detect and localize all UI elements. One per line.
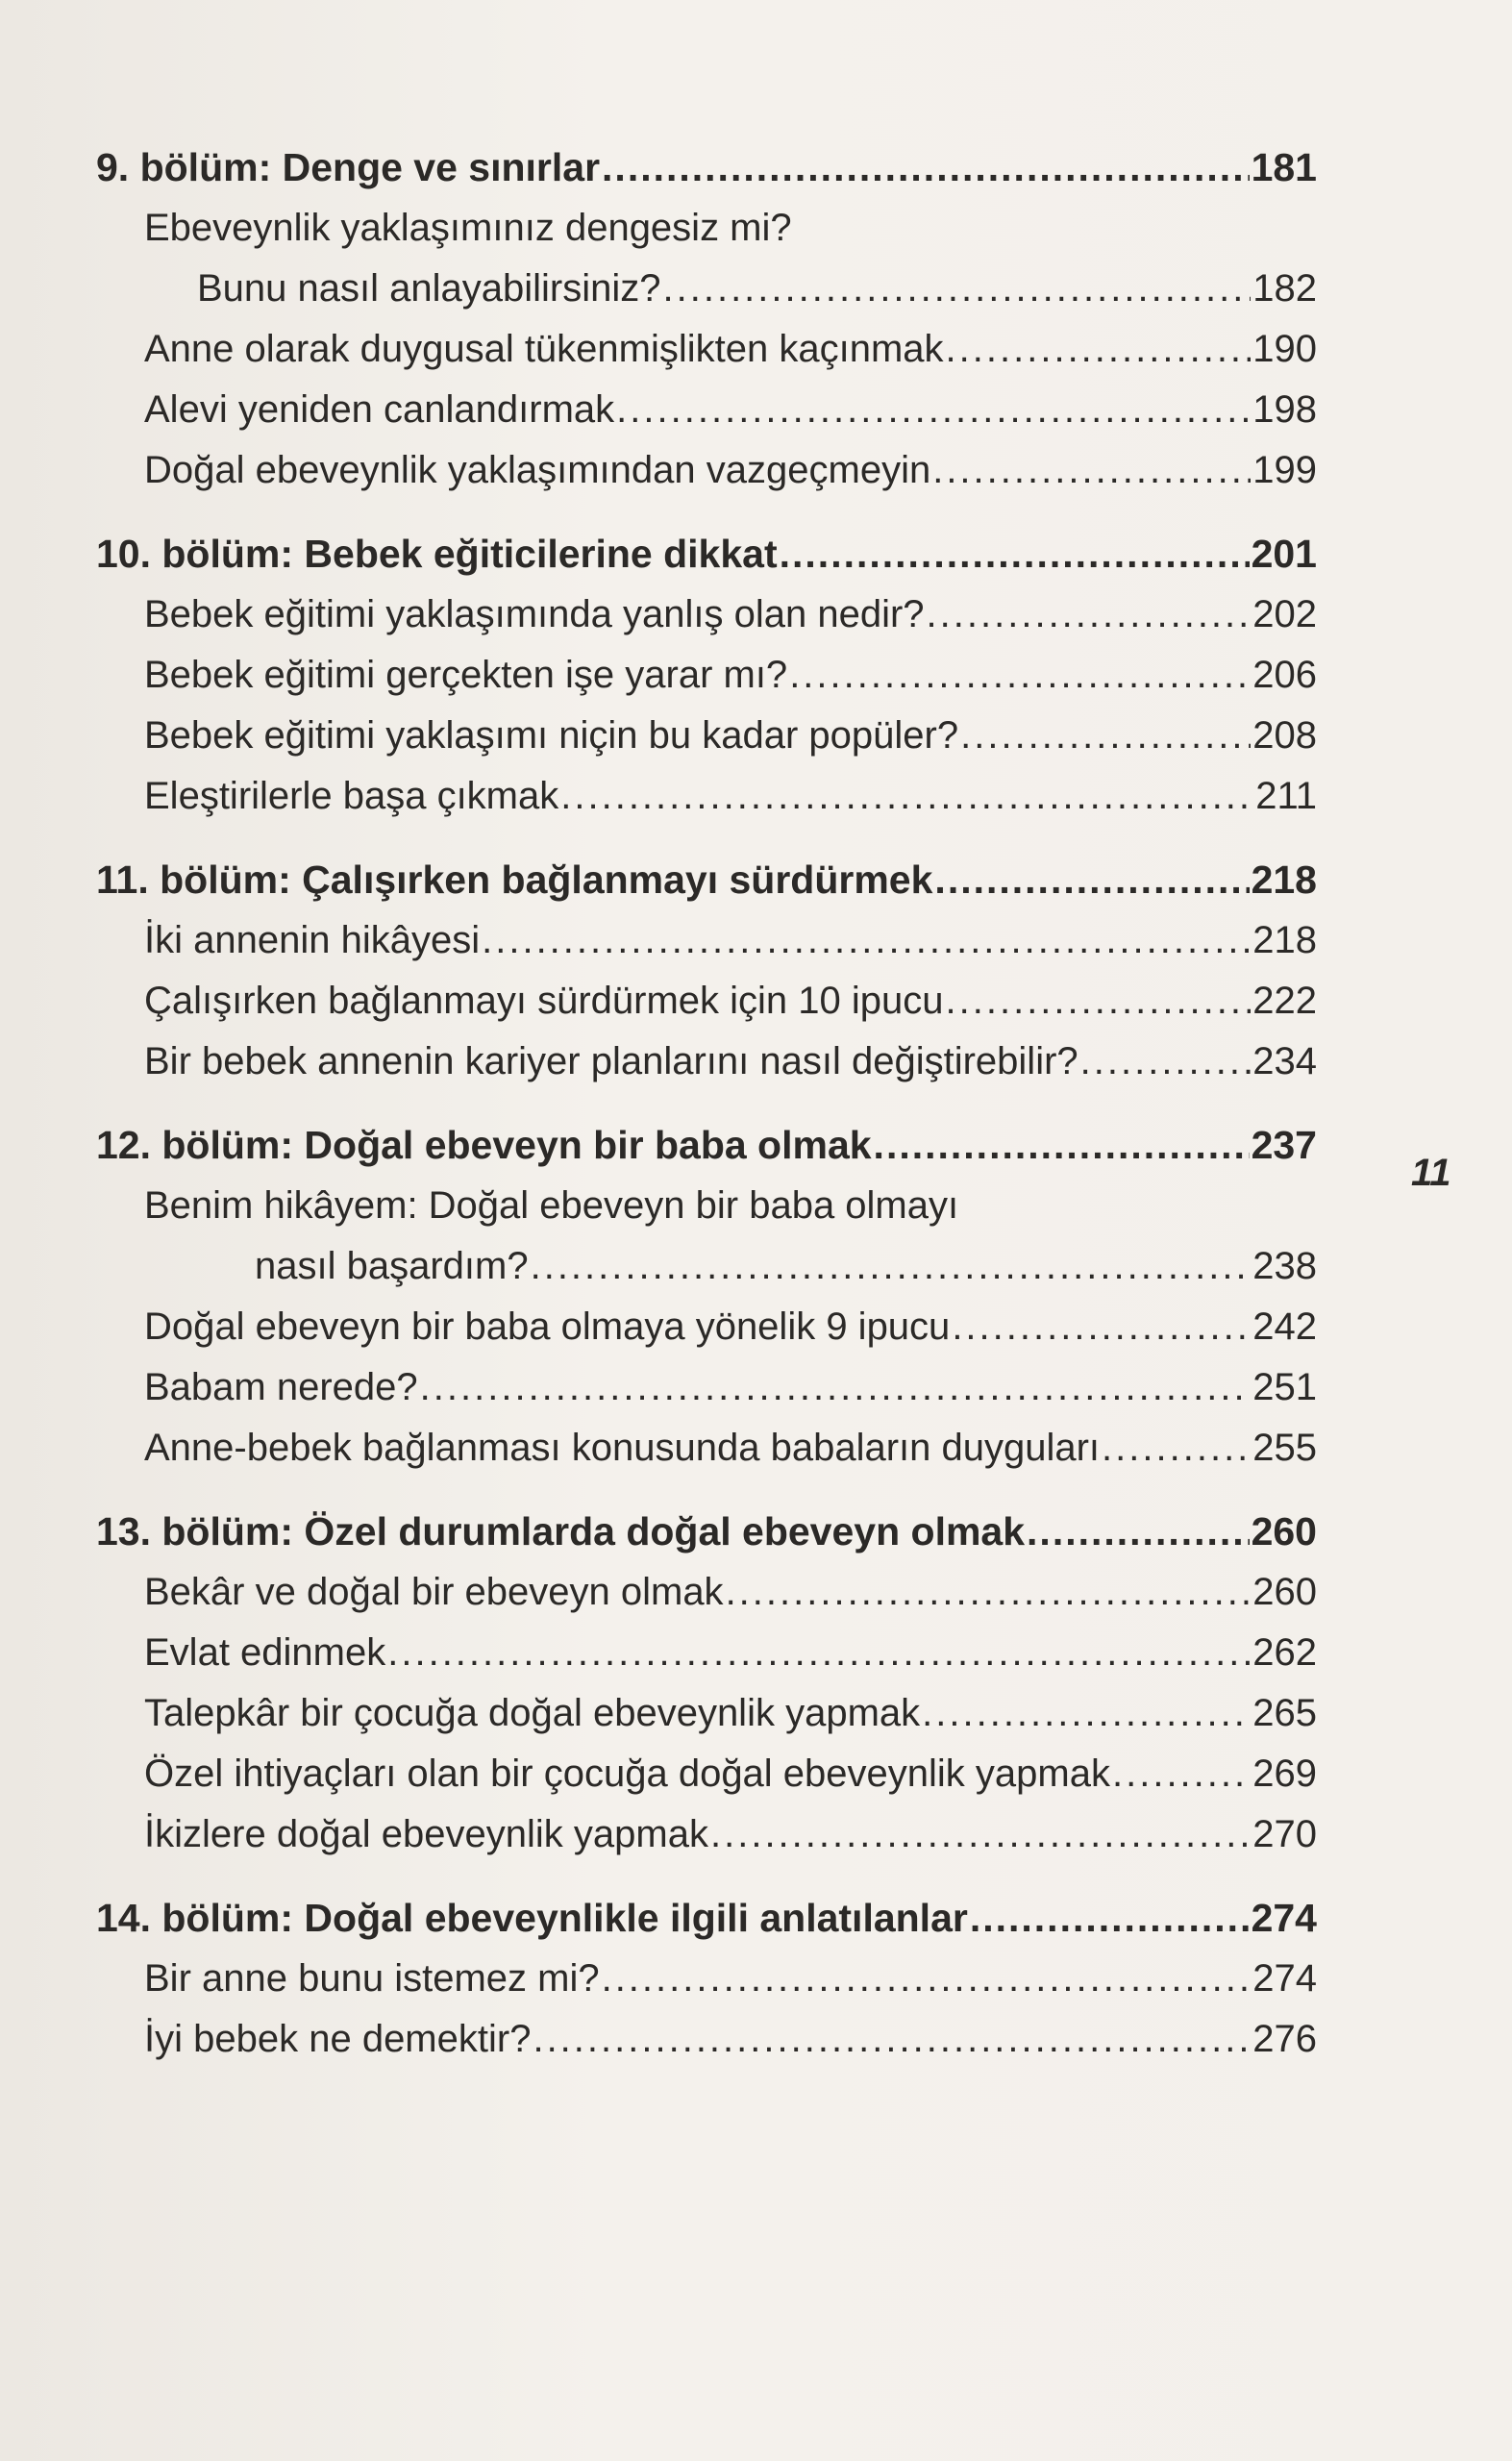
toc-entry [96, 1562, 1317, 1623]
leader-dots [1027, 1501, 1250, 1562]
entry-page: 222 [1252, 980, 1317, 1022]
toc-entry [96, 1236, 1317, 1297]
leader-dots [560, 766, 1253, 827]
leader-dots [482, 910, 1251, 971]
entry-title: Talepkâr bir çocuğa doğal ebeveynlik yapmak [144, 1692, 921, 1734]
chapter-title-line [96, 1501, 1317, 1562]
toc-entry [96, 645, 1317, 706]
leader-dots [946, 971, 1252, 1032]
entry-page: 260 [1252, 1571, 1317, 1613]
entry-title: İkizlere doğal ebeveynlik yapmak [144, 1813, 708, 1855]
entry-title: Bunu nasıl anlayabilirsiniz? [197, 267, 661, 310]
leader-dots [970, 1887, 1250, 1949]
entry-title: Evlat edinmek [144, 1631, 386, 1674]
toc-entry [96, 1418, 1317, 1479]
toc-entry [96, 584, 1317, 645]
entry-title: Anne olarak duygusal tükenmişlikten kaçınmak [144, 328, 944, 370]
entry-title: Babam nerede? [144, 1366, 418, 1408]
entry-title: Bekâr ve doğal bir ebeveyn olmak [144, 1571, 724, 1613]
toc-entry-first-line [96, 198, 1317, 259]
leader-dots [780, 523, 1250, 584]
entry-page: 211 [1255, 775, 1317, 817]
chapter-page: 201 [1251, 532, 1317, 576]
entry-page: 202 [1252, 593, 1317, 635]
entry-page: 198 [1252, 388, 1317, 431]
toc-entry [96, 1744, 1317, 1804]
entry-title: Anne-bebek bağlanması konusunda babaların duyguları [144, 1427, 1101, 1469]
toc-entry [96, 1804, 1317, 1865]
chapter-title-line [96, 849, 1317, 910]
toc-entry [96, 1683, 1317, 1744]
leader-dots [1102, 1418, 1251, 1479]
entry-title: Alevi yeniden canlandırmak [144, 388, 615, 431]
leader-dots [420, 1357, 1252, 1418]
entry-title: İyi bebek ne demektir? [144, 2018, 532, 2060]
entry-title: Eleştirilerle başa çıkmak [144, 775, 559, 817]
leader-dots [602, 1949, 1252, 2009]
chapter-title: 12. bölüm: Doğal ebeveyn bir baba olmak [96, 1123, 872, 1167]
chapter-title: 14. bölüm: Doğal ebeveynlikle ilgili anlatılanlar [96, 1896, 968, 1940]
chapter-page: 274 [1251, 1896, 1317, 1940]
entry-title: Bebek eğitimi yaklaşımı niçin bu kadar popüler? [144, 714, 959, 757]
entry-page: 218 [1252, 919, 1317, 961]
entry-page: 270 [1252, 1813, 1317, 1855]
chapter-page: 237 [1251, 1123, 1317, 1167]
leader-dots [602, 137, 1250, 198]
entry-page: 206 [1252, 654, 1317, 696]
entry-title: Çalışırken bağlanmayı sürdürmek için 10 ipucu [144, 980, 944, 1022]
chapter-page: 181 [1251, 145, 1317, 189]
toc-entry [96, 440, 1317, 501]
entry-page: 242 [1252, 1305, 1317, 1348]
entry-page: 262 [1252, 1631, 1317, 1674]
leader-dots [927, 584, 1252, 645]
leader-dots [789, 645, 1251, 706]
leader-dots [710, 1804, 1251, 1865]
toc-entry [96, 766, 1317, 827]
entry-title: İki annenin hikâyesi [144, 919, 481, 961]
table-of-contents [96, 137, 1317, 2070]
toc-entry [96, 706, 1317, 766]
chapter-title-line [96, 1114, 1317, 1176]
toc-entry [96, 1297, 1317, 1357]
entry-title: Bebek eğitimi yaklaşımında yanlış olan nedir? [144, 593, 925, 635]
entry-title: Bir anne bunu istemez mi? [144, 1957, 600, 2000]
chapter-title: 11. bölüm: Çalışırken bağlanmayı sürdürmek [96, 858, 933, 902]
entry-page: 199 [1252, 449, 1317, 491]
toc-entry [96, 259, 1317, 319]
chapter-title-line [96, 523, 1317, 584]
entry-page: 190 [1252, 328, 1317, 370]
entry-page: 255 [1252, 1427, 1317, 1469]
leader-dots [663, 259, 1252, 319]
entry-title: Doğal ebeveynlik yaklaşımından vazgeçmeyin [144, 449, 931, 491]
leader-dots [946, 319, 1252, 380]
leader-dots [922, 1683, 1251, 1744]
leader-dots [952, 1297, 1251, 1357]
chapter-12 [96, 1114, 1317, 1479]
chapter-title: 9. bölüm: Denge ve sınırlar [96, 145, 601, 189]
leader-dots [874, 1114, 1250, 1176]
leader-dots [934, 849, 1249, 910]
toc-entry [96, 1357, 1317, 1418]
entry-title-first: Benim hikâyem: Doğal ebeveyn bir baba olmayı [144, 1184, 959, 1227]
toc-entry [96, 2009, 1317, 2070]
chapter-10 [96, 523, 1317, 827]
toc-entry [96, 380, 1317, 440]
entry-title: Bebek eğitimi gerçekten işe yarar mı? [144, 654, 788, 696]
entry-title: Doğal ebeveyn bir baba olmaya yönelik 9 ipucu [144, 1305, 951, 1348]
leader-dots [616, 380, 1251, 440]
leader-dots [726, 1562, 1252, 1623]
chapter-11 [96, 849, 1317, 1092]
entry-page: 274 [1252, 1957, 1317, 2000]
chapter-page: 218 [1251, 858, 1317, 902]
leader-dots [1080, 1032, 1252, 1092]
entry-page: 269 [1252, 1753, 1317, 1795]
page-number: 11 [1411, 1152, 1451, 1194]
leader-dots [533, 2009, 1251, 2070]
entry-title: Bir bebek annenin kariyer planlarını nasıl değiştirebilir? [144, 1040, 1078, 1082]
chapter-title: 10. bölüm: Bebek eğiticilerine dikkat [96, 532, 778, 576]
leader-dots [387, 1623, 1251, 1683]
toc-entry [96, 1623, 1317, 1683]
entry-page: 251 [1252, 1366, 1317, 1408]
toc-entry [96, 1949, 1317, 2009]
entry-page: 182 [1252, 267, 1317, 310]
entry-title: nasıl başardım? [255, 1245, 529, 1287]
entry-page: 265 [1252, 1692, 1317, 1734]
leader-dots [960, 706, 1251, 766]
leader-dots [932, 440, 1251, 501]
entry-page: 238 [1252, 1245, 1317, 1287]
toc-entry [96, 319, 1317, 380]
entry-title: Özel ihtiyaçları olan bir çocuğa doğal ebeveynlik yapmak [144, 1753, 1110, 1795]
entry-page: 276 [1252, 2018, 1317, 2060]
chapter-page: 260 [1251, 1509, 1317, 1554]
chapter-13 [96, 1501, 1317, 1865]
leader-dots [531, 1236, 1252, 1297]
entry-page: 208 [1252, 714, 1317, 757]
toc-entry [96, 1032, 1317, 1092]
entry-page: 234 [1252, 1040, 1317, 1082]
chapter-title-line [96, 1887, 1317, 1949]
chapter-9 [96, 137, 1317, 501]
toc-entry [96, 971, 1317, 1032]
toc-entry-first-line [96, 1176, 1317, 1236]
entry-title-first: Ebeveynlik yaklaşımınız dengesiz mi? [144, 207, 792, 249]
leader-dots [1112, 1744, 1251, 1804]
chapter-14 [96, 1887, 1317, 2070]
toc-entry [96, 910, 1317, 971]
chapter-title-line [96, 137, 1317, 198]
chapter-title: 13. bölüm: Özel durumlarda doğal ebeveyn olmak [96, 1509, 1026, 1554]
